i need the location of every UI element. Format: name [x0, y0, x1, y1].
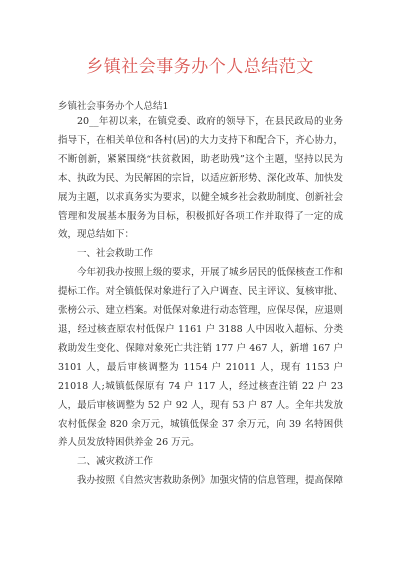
document-body	[58, 113, 343, 491]
section-heading-disaster-relief: 二、减灾救济工作	[77, 456, 154, 468]
section-heading-social-assistance: 一、社会救助工作	[77, 248, 154, 260]
intro-paragraph: 20__年初以来，在镇党委、政府的领导下，在县民政局的业务指导下，在相关单位和各村(居)的大力支持下和配合下，齐心协力，不断创新，紧紧围绕“扶贫救困，助老助残”这个主题，坚持以民为本、执政为民、为民解困的宗旨，以适应新形势、深化改革、加快发展为主题，以求真务实为要求，以健全城乡社会救助制度、创新社会管理和发展基本服务为目标，积极抓好各项工作并取得了一定的成效，现总结如下：	[58, 116, 344, 241]
document-title: 乡镇社会事务办个人总结范文	[86, 57, 314, 77]
social-assistance-paragraph: 今年初我办按照上级的要求，开展了城乡居民的低保核查工作和提标工作。对全镇低保对象进行了入户调查、民主评议、复核审批、张榜公示、建立档案。对低保对象进行动态管理，应保尽保，应退则退，经过核查原农村低保户 1161 户 3188 人中因收入超标、分类救助发生变化、保障对象死亡共注销 177 户 467 人，新增 167 户 3101 人，最后审核调整为 1154 户 21011 人，现有 1153 户 21018 人;城镇低保原有 74 户 117 人，经过核查注销 22 户 23 人，最后审核调整为 52 户 92 人，现有 53 户 87 人。全年共发放农村低保金 820 余万元，城镇低保金 37 余万元，向 39 名特困供养人员发放特困供养金 26 万元。	[58, 267, 344, 449]
document-subtitle: 乡镇社会事务办个人总结1	[58, 101, 169, 112]
disaster-relief-paragraph: 我办按照《自然灾害救助条例》加强灾情的信息管理，提高保障	[77, 475, 344, 487]
